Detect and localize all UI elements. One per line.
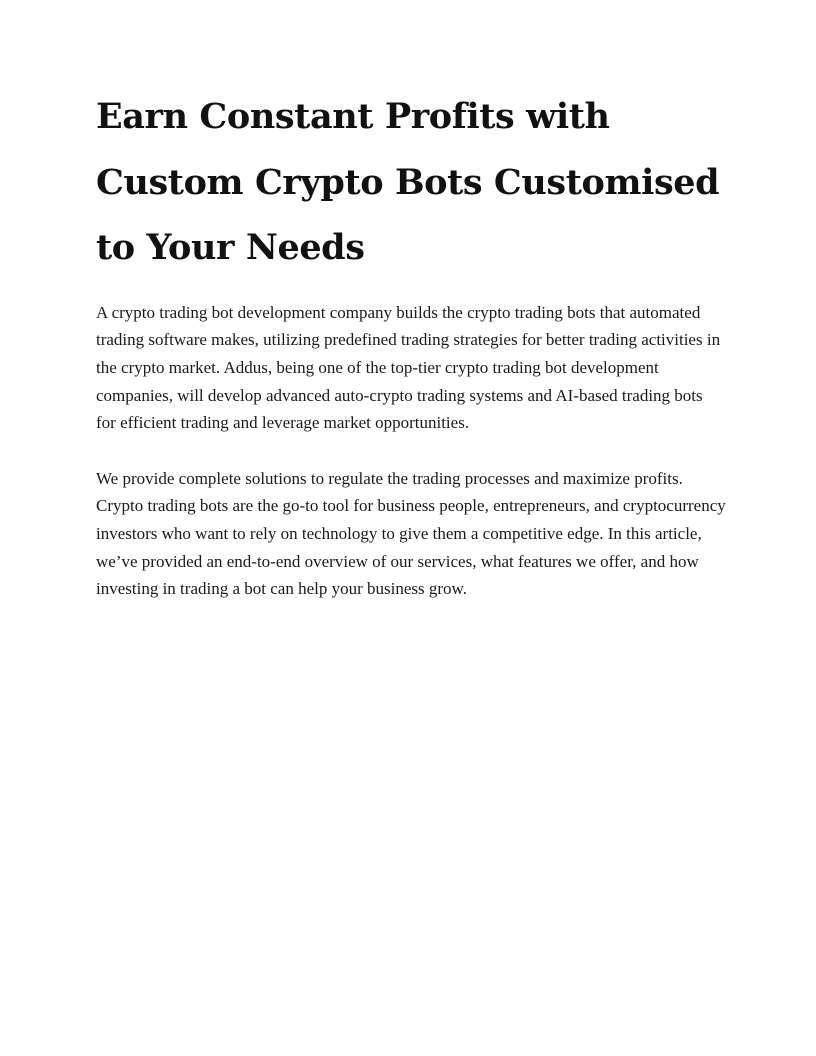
page-title: Earn Constant Profits with Custom Crypto Bots Customised to Your Needs xyxy=(96,96,720,268)
body-paragraph-intro: A crypto trading bot development company builds the crypto trading bots that automated trading software makes, utilizing predefined trading strategies for better trading activities in the crypto market. Addus, being one of the top-tier crypto trading bot development companies, will develop advanced auto-crypto trading systems and AI-based trading bots for efficient trading and leverage market opportunities. xyxy=(96,302,721,433)
document-page xyxy=(96,84,726,603)
body-paragraph-solutions: We provide complete solutions to regulate the trading processes and maximize profits. Crypto trading bots are the go-to tool for business people, entrepreneurs, and cryptocurrency investors who want to rely on technology to give them a competitive edge. In this article, we’ve provided an end-to-end overview of our services, what features we offer, and how investing in trading a bot can help your business grow. xyxy=(96,468,726,599)
